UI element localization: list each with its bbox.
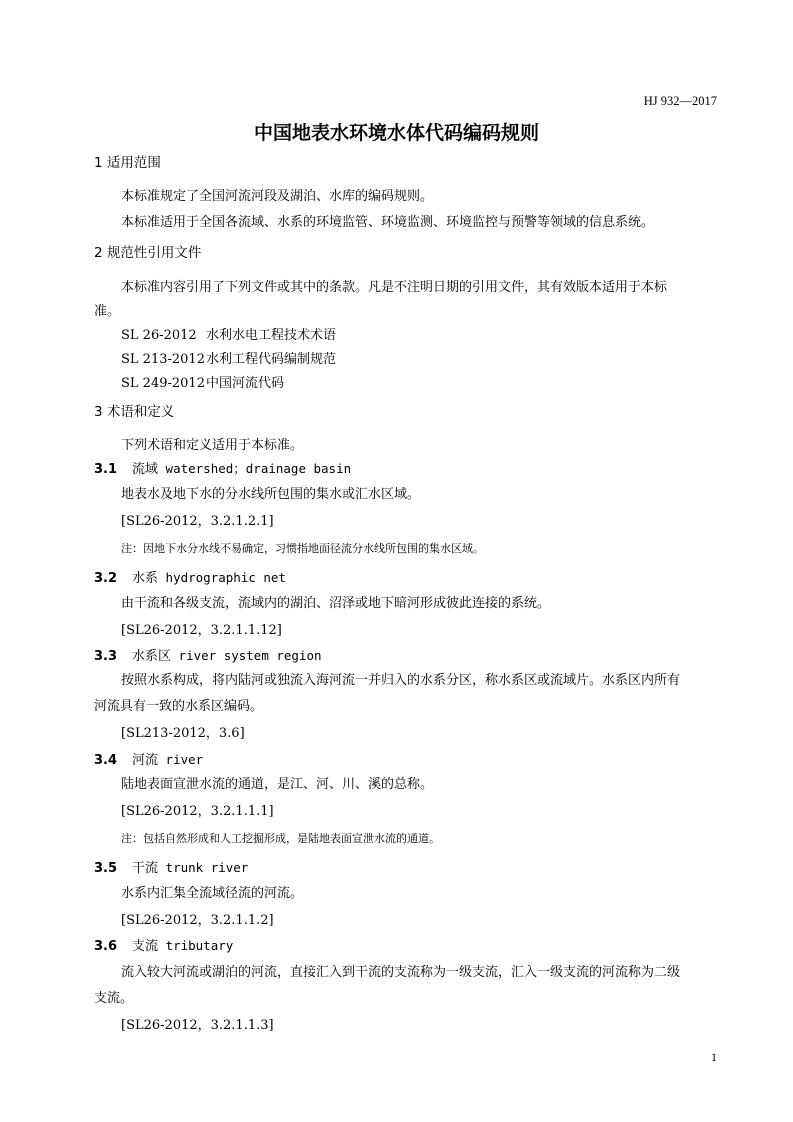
term-en: trunk river (158, 860, 249, 875)
page-title: 中国地表水环境水体代码编码规则 (253, 122, 539, 144)
section-heading-terms: 3 术语和定义 (94, 404, 175, 420)
reference-name: 水利水电工程技术术语 (206, 328, 337, 343)
reference-code: SL 249-2012 (121, 376, 205, 391)
term-definition: 由干流和各级支流，流域内的湖泊、沼泽或地下暗河形成彼此连接的系统。 (121, 596, 551, 611)
reference-name: 水利工程代码编制规范 (206, 352, 337, 367)
term-number: 3.1 (94, 462, 118, 477)
reference-code: SL 26-2012 (121, 328, 197, 343)
term-definition: 水系内汇集全流域径流的河流。 (121, 886, 304, 901)
term-heading (94, 645, 322, 664)
paragraph: 本标准适用于全国各流域、水系的环境监管、环境监测、环境监控与预警等领域的信息系统。 (121, 215, 655, 230)
term-cn: 河流 (132, 753, 159, 768)
term-heading (94, 857, 248, 876)
term-note: 注：因地下水分水线不易确定，习惯指地面径流分水线所包围的集水区域。 (121, 542, 484, 555)
term-cn: 流域 (132, 462, 159, 477)
term-en: river system region (171, 648, 322, 663)
term-cn: 干流 (132, 861, 159, 876)
term-heading (94, 749, 203, 768)
term-definition: 地表水及地下水的分水线所包围的集水或汇水区域。 (121, 487, 421, 502)
section-heading-scope: 1 适用范围 (94, 155, 161, 171)
term-source: [SL26-2012，3.2.1.1.1] (121, 804, 274, 819)
term-heading (94, 567, 286, 586)
term-en: tributary (158, 938, 234, 953)
section-heading-references: 2 规范性引用文件 (94, 245, 202, 261)
term-source: [SL26-2012，3.2.1.1.3] (121, 1018, 274, 1033)
paragraph: 下列术语和定义适用于本标准。 (121, 438, 304, 453)
term-number: 3.2 (94, 571, 118, 586)
term-number: 3.3 (94, 649, 118, 664)
reference-item (121, 348, 336, 367)
term-source: [SL26-2012，3.2.1.2.1] (121, 514, 274, 529)
term-definition: 支流。 (94, 991, 134, 1006)
term-definition: 按照水系构成，将内陆河或独流入海河流一并归入的水系分区，称水系区或流域片。水系区内所有 (121, 673, 681, 688)
term-en: hydrographic net (158, 570, 286, 585)
paragraph: 本标准内容引用了下列文件或其中的条款。凡是不注明日期的引用文件，其有效版本适用于本标 (121, 280, 668, 295)
paragraph: 准。 (94, 304, 121, 319)
page-number: 1 (711, 1050, 717, 1064)
term-source: [SL213-2012，3.6] (121, 726, 245, 741)
paragraph: 本标准规定了全国河流河段及湖泊、水库的编码规则。 (121, 189, 434, 204)
reference-item (121, 372, 284, 391)
term-definition: 流入较大河流或湖泊的河流，直接汇入到干流的支流称为一级支流，汇入一级支流的河流称为二级 (121, 965, 681, 980)
term-en: river (158, 752, 204, 767)
reference-code: SL 213-2012 (121, 352, 205, 367)
term-number: 3.6 (94, 939, 118, 954)
term-en: watershed；drainage basin (158, 461, 352, 476)
term-source: [SL26-2012，3.2.1.1.12] (121, 623, 282, 638)
term-cn: 支流 (132, 939, 159, 954)
term-note: 注：包括自然形成和人工挖掘形成，是陆地表面宣泄水流的通道。 (121, 832, 440, 845)
term-source: [SL26-2012，3.2.1.1.2] (121, 913, 274, 928)
term-definition: 河流具有一致的水系区编码。 (94, 699, 264, 714)
term-cn: 水系区 (132, 649, 172, 664)
reference-item (121, 324, 336, 343)
reference-name: 中国河流代码 (206, 376, 285, 391)
term-definition: 陆地表面宣泄水流的通道，是江、河、川、溪的总称。 (121, 777, 434, 792)
standard-number: HJ 932—2017 (643, 94, 717, 108)
term-heading (94, 458, 351, 477)
term-number: 3.4 (94, 753, 118, 768)
term-cn: 水系 (132, 571, 159, 586)
term-heading (94, 935, 233, 954)
term-number: 3.5 (94, 861, 118, 876)
